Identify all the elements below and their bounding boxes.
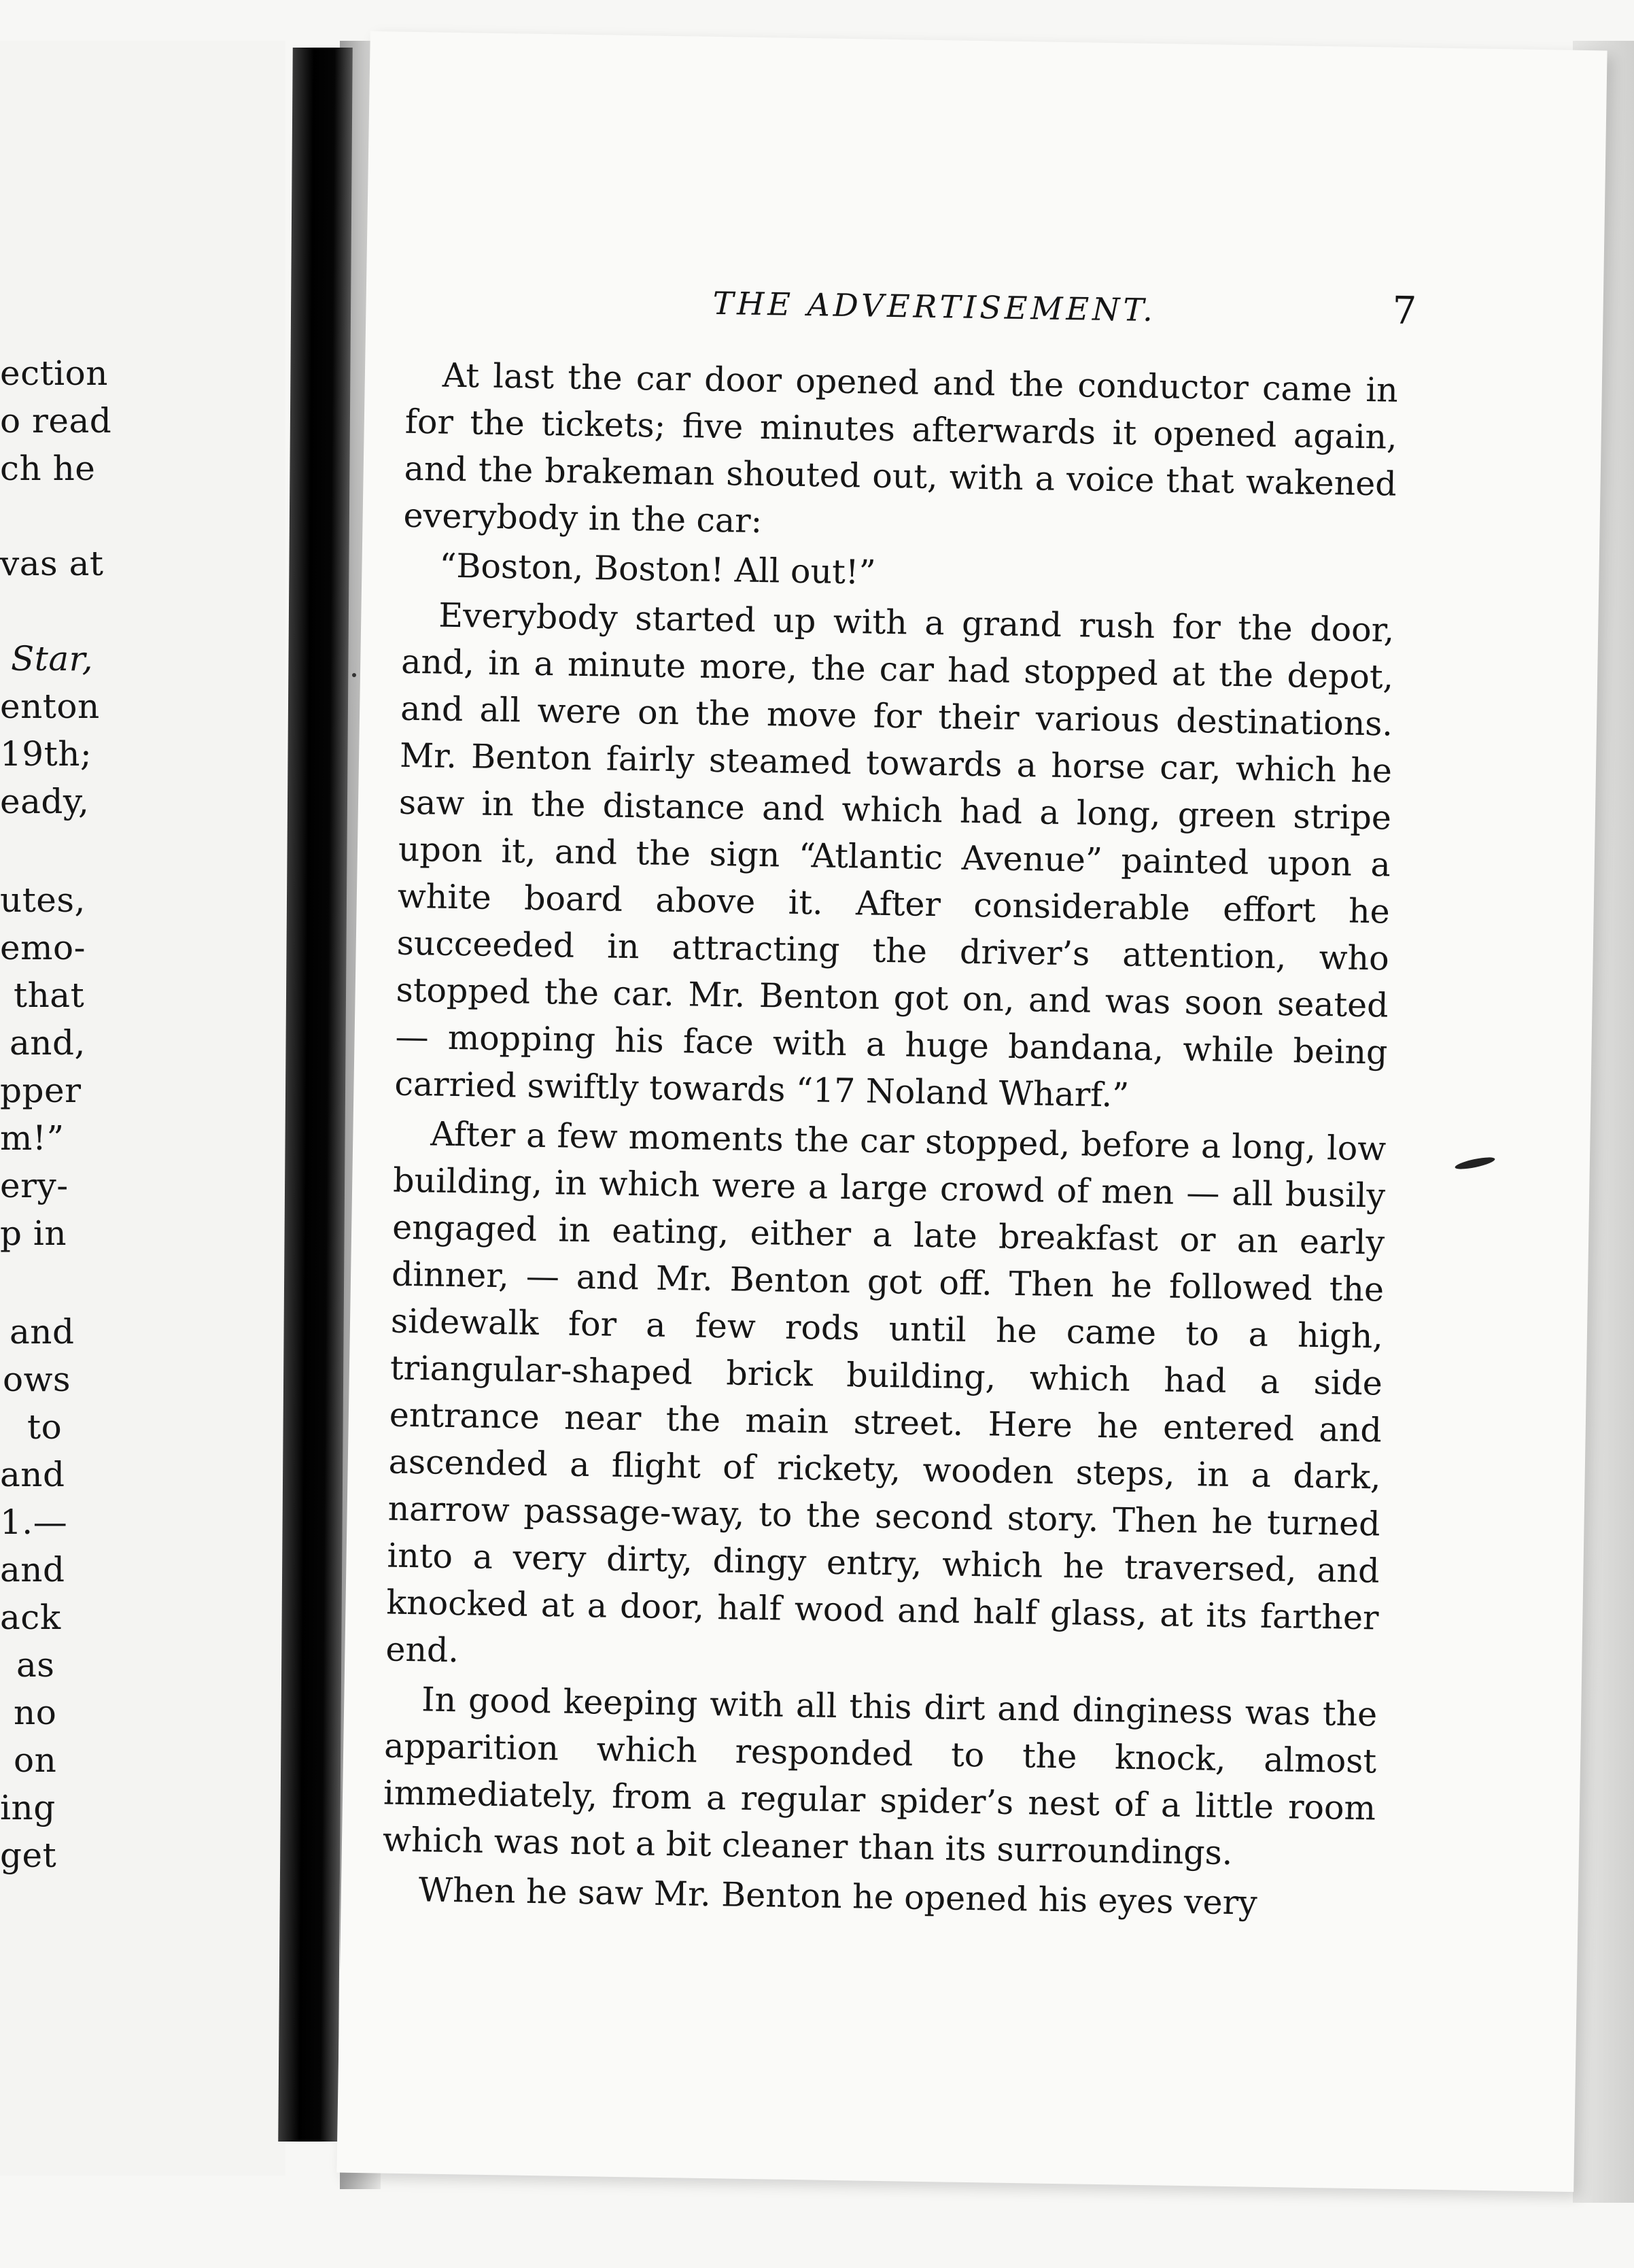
paragraph: At last the car door opened and the conductor came in for the tickets; five minutes afterwards it opened again, and the brakeman shouted out, with a voice that wakened everybody in the car: [403, 356, 1399, 541]
paragraph: In good keeping with all this dirt and dinginess was the apparition which responded to the knock, almost immediately, from a regular spider’s nest of a little room which was not a bit cleaner than its surroundings. [382, 1680, 1378, 1873]
facing-page-fragment: ing [0, 1788, 56, 1827]
book-page [336, 31, 1607, 2192]
paragraph: When he saw Mr. Benton he opened his eyes very [418, 1870, 1258, 1923]
facing-page-fragment: and [10, 1312, 75, 1352]
facing-page-fragment: to [27, 1407, 63, 1447]
facing-page-fragment: pper [0, 1071, 82, 1110]
facing-page-fragment: ows [3, 1360, 71, 1399]
facing-page-fragment: 19th; [0, 734, 92, 774]
facing-page-fragment: get [0, 1836, 57, 1875]
facing-page-fragment: and [0, 1455, 65, 1494]
facing-page-fragment: 1.— [0, 1502, 68, 1542]
facing-page-fragment: m!” [0, 1118, 65, 1158]
facing-page-fragment: o read [0, 401, 112, 441]
running-head: THE ADVERTISEMENT. [712, 284, 1157, 329]
body-text [381, 351, 1398, 1929]
paragraph: After a few moments the car stopped, before a long, low building, in which were a large crowd of men — all busily engaged in eating, either a late breakfast or an early dinner, — and Mr. Benton got off. Then he followed the sidewalk for a few rods until he came to a high, triangular-shaped brick building, which had a side entrance near the main street. Here he entered and ascended a flight of rickety, wooden steps, in a dark, narrow passage-way, to the second story. Then he turned into a very dirty, dingy entry, which he traversed, and knocked at a door, half wood and half glass, at its farther end. [385, 1114, 1387, 1670]
facing-page-fragment: and [0, 1550, 65, 1590]
facing-page-fragment: that [14, 976, 85, 1015]
facing-page-fragment: vas at [0, 544, 104, 583]
page-number: 7 [1392, 288, 1417, 334]
facing-page [0, 41, 285, 2176]
facing-page-fragment: enton [0, 687, 100, 726]
paragraph: “Boston, Boston! All out!” [439, 546, 876, 592]
facing-page-fragment: Star, [11, 639, 93, 678]
facing-page-fragment: ack [0, 1598, 61, 1637]
facing-page-fragment: utes, [0, 880, 86, 920]
facing-page-fragment: ery- [0, 1166, 69, 1205]
paragraph: Everybody started up with a grand rush for the door, and, in a minute more, the car had stopped at the depot, and all were on the move for their various destinations. Mr. Benton fairly steamed towards a horse car, which he saw in the distance and which had a long, green stripe upon it, and the sign “Atlantic Avenue” painted upon a white board above it. After considerable effort he succeeded in attracting the driver’s attention, who stopped the car. Mr. Benton got on, and was soon seated — mopping his face with a huge bandana, while being carried swiftly towards “17 Noland Wharf.” [394, 596, 1395, 1115]
ink-speck [352, 673, 356, 677]
facing-page-fragment: ch he [0, 449, 96, 488]
facing-page-fragment: p in [0, 1214, 67, 1253]
facing-page-fragment: and, [10, 1023, 86, 1063]
facing-page-fragment: ection [0, 354, 108, 393]
facing-page-fragment: as [16, 1645, 55, 1685]
facing-page-fragment: on [14, 1740, 57, 1780]
facing-page-fragment: eady, [0, 782, 90, 821]
facing-page-fragment: emo- [0, 928, 86, 967]
facing-page-fragment: no [14, 1693, 57, 1732]
